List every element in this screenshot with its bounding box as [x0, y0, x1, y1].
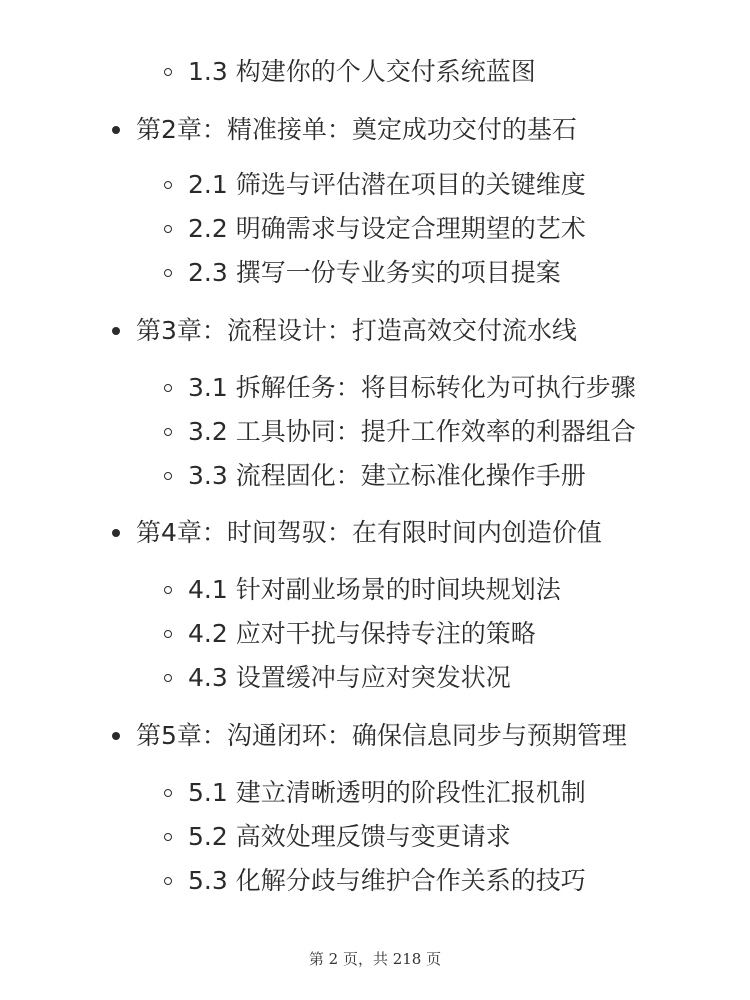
toc-section-2-3: [0, 253, 561, 293]
hollow-circle-bullet-icon: [164, 833, 172, 841]
hollow-circle-bullet-icon: [164, 789, 172, 797]
hollow-circle-bullet-icon: [164, 472, 172, 480]
filled-disc-bullet-icon: [112, 732, 120, 740]
hollow-circle-bullet-icon: [164, 674, 172, 682]
toc-item-text: 4.2 应对干扰与保持专注的策略: [188, 619, 536, 648]
toc-chapter-2: [0, 110, 577, 150]
hollow-circle-bullet-icon: [164, 225, 172, 233]
toc-section-1-3: [0, 52, 536, 92]
toc-item-text: 3.2 工具协同：提升工作效率的利器组合: [188, 417, 636, 446]
toc-section-5-3: [0, 861, 586, 901]
hollow-circle-bullet-icon: [164, 630, 172, 638]
toc-section-3-2: [0, 412, 636, 452]
toc-item-text: 3.3 流程固化：建立标准化操作手册: [188, 461, 586, 490]
toc-item-text: 5.2 高效处理反馈与变更请求: [188, 822, 511, 851]
toc-item-text: 第4章：时间驾驭：在有限时间内创造价值: [136, 518, 602, 547]
toc-item-text: 4.1 针对副业场景的时间块规划法: [188, 575, 561, 604]
hollow-circle-bullet-icon: [164, 877, 172, 885]
toc-section-5-1: [0, 773, 586, 813]
toc-item-text: 5.1 建立清晰透明的阶段性汇报机制: [188, 778, 586, 807]
toc-section-3-3: [0, 456, 586, 496]
toc-item-text: 1.3 构建你的个人交付系统蓝图: [188, 57, 536, 86]
toc-chapter-4: [0, 513, 602, 553]
hollow-circle-bullet-icon: [164, 428, 172, 436]
toc-section-4-1: [0, 570, 561, 610]
toc-item-text: 5.3 化解分歧与维护合作关系的技巧: [188, 866, 586, 895]
toc-item-text: 第3章：流程设计：打造高效交付流水线: [136, 316, 577, 345]
toc-item-text: 2.3 撰写一份专业务实的项目提案: [188, 258, 561, 287]
hollow-circle-bullet-icon: [164, 586, 172, 594]
toc-item-text: 3.1 拆解任务：将目标转化为可执行步骤: [188, 373, 636, 402]
toc-section-2-1: [0, 165, 586, 205]
toc-section-2-2: [0, 209, 586, 249]
toc-chapter-3: [0, 311, 577, 351]
toc-chapter-5: [0, 716, 627, 756]
filled-disc-bullet-icon: [112, 126, 120, 134]
toc-item-text: 4.3 设置缓冲与应对突发状况: [188, 663, 511, 692]
hollow-circle-bullet-icon: [164, 384, 172, 392]
toc-item-text: 2.2 明确需求与设定合理期望的艺术: [188, 214, 586, 243]
toc-section-5-2: [0, 817, 511, 857]
hollow-circle-bullet-icon: [164, 181, 172, 189]
hollow-circle-bullet-icon: [164, 68, 172, 76]
toc-item-text: 第2章：精准接单：奠定成功交付的基石: [136, 115, 577, 144]
toc-section-4-2: [0, 614, 536, 654]
toc-section-4-3: [0, 658, 511, 698]
filled-disc-bullet-icon: [112, 529, 120, 537]
filled-disc-bullet-icon: [112, 327, 120, 335]
toc-section-3-1: [0, 368, 636, 408]
page-number-footer: 第 2 页，共 218 页: [308, 950, 442, 968]
toc-item-text: 2.1 筛选与评估潜在项目的关键维度: [188, 170, 586, 199]
toc-item-text: 第5章：沟通闭环：确保信息同步与预期管理: [136, 721, 627, 750]
hollow-circle-bullet-icon: [164, 269, 172, 277]
